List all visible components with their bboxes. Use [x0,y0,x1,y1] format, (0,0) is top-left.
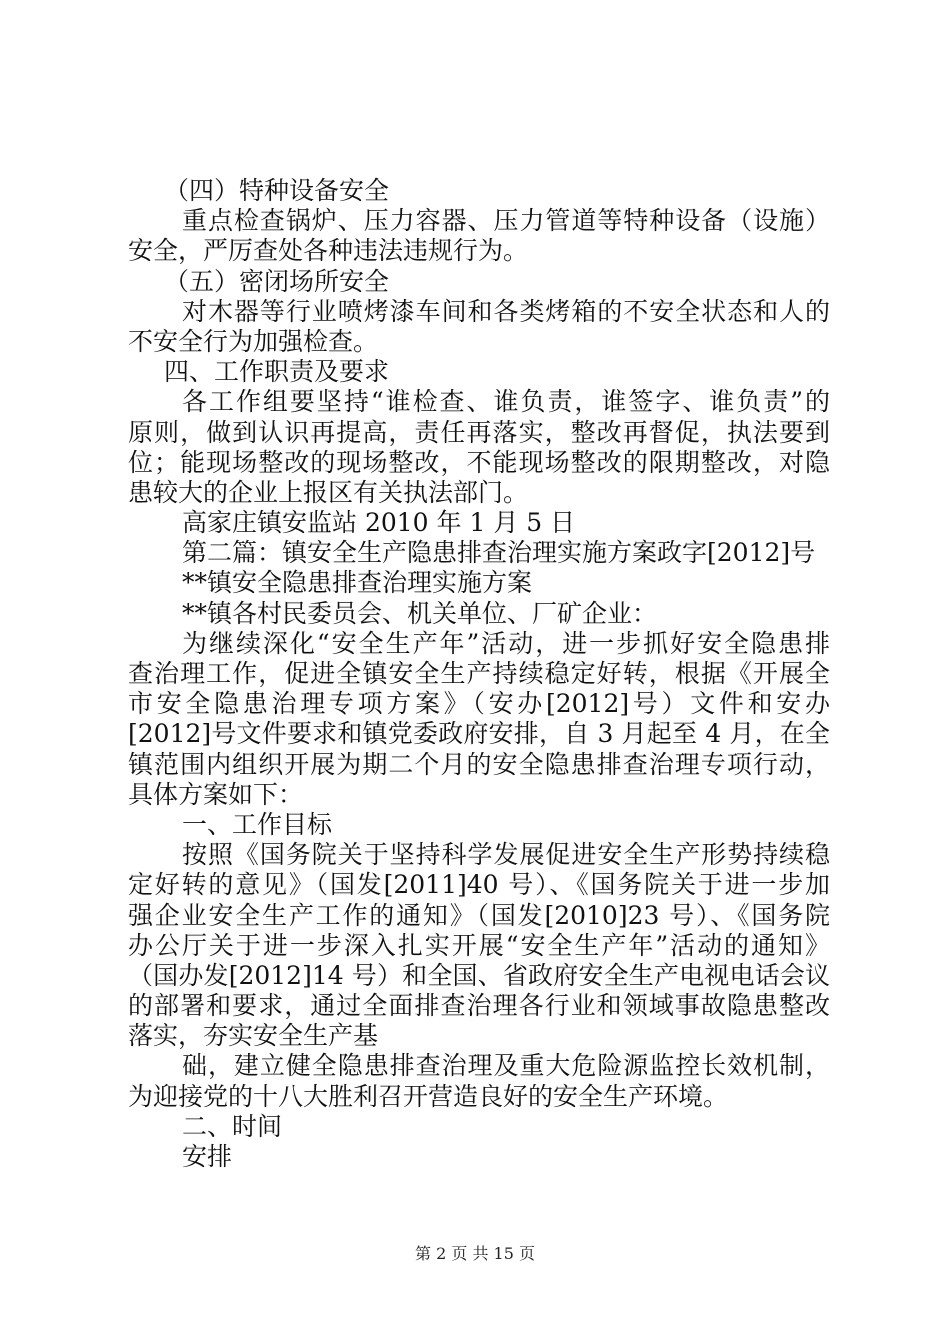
section-heading-special-equipment: （四）特种设备安全 [164,176,390,205]
paragraph-line: （国办发[2012]14 号）和全国、省政府安全生产电视电话会议 [128,960,830,990]
addressee-line: **镇各村民委员会、机关单位、厂矿企业： [182,598,658,628]
paragraph-line: 原则，做到认识再提高，责任再落实，整改再督促，执法要到 [128,417,830,447]
paragraph-line: [2012]号文件要求和镇党委政府安排，自 3 月起至 4 月，在全 [128,719,830,749]
paragraph-line: 不安全行为加强检查。 [128,326,379,356]
paragraph-line: 重点检查锅炉、压力容器、压力管道等特种设备（设施） [182,206,830,236]
paragraph-line: 为继续深化“安全生产年”活动，进一步抓好安全隐患排 [182,628,830,658]
section-heading-time: 二、时间 [182,1111,283,1141]
chapter-title: 第二篇：镇安全生产隐患排查治理实施方案政字[2012]号 [182,538,816,568]
paragraph-line: 办公厅关于进一步深入扎实开展“安全生产年”活动的通知》 [128,930,830,960]
plan-title: **镇安全隐患排查治理实施方案 [182,568,533,598]
paragraph-line: 安全，严厉查处各种违法违规行为。 [128,236,529,266]
paragraph-line: 础，建立健全隐患排查治理及重大危险源监控长效机制， [182,1051,830,1081]
paragraph-line: 具体方案如下： [128,779,304,809]
paragraph-line: 的部署和要求，通过全面排查治理各行业和领域事故隐患整改 [128,991,830,1021]
paragraph-line: 位；能现场整改的现场整改，不能现场整改的限期整改，对隐 [128,447,830,477]
paragraph-line: 市安全隐患治理专项方案》（安办[2012]号）文件和安办 [128,689,830,719]
section-heading-goals: 一、工作目标 [182,809,333,839]
section-heading-duties: 四、工作职责及要求 [164,357,390,387]
paragraph-line: 各工作组要坚持“谁检查、谁负责，谁签字、谁负责”的 [182,387,830,417]
paragraph-line: 定好转的意见》（国发[2011]40 号）、《国务院关于进一步加 [128,870,830,900]
document-body [128,176,830,1172]
paragraph-line: 患较大的企业上报区有关执法部门。 [128,477,529,507]
page-number-footer: 第 2 页 共 15 页 [415,1244,535,1263]
paragraph-line: 强企业安全生产工作的通知》（国发[2010]23 号）、《国务院 [128,900,830,930]
paragraph-line: 按照《国务院关于坚持科学发展促进安全生产形势持续稳 [182,840,830,870]
paragraph-line: 落实，夯实安全生产基 [128,1021,379,1051]
signature-date-line: 高家庄镇安监站 2010 年 1 月 5 日 [182,508,576,538]
paragraph-line: 镇范围内组织开展为期二个月的安全隐患排查治理专项行动， [128,749,830,779]
section-heading-confined-spaces: （五）密闭场所安全 [164,266,390,296]
paragraph-line: 安排 [182,1142,233,1171]
paragraph-line: 为迎接党的十八大胜利召开营造良好的安全生产环境。 [128,1081,729,1111]
paragraph-line: 查治理工作，促进全镇安全生产持续稳定好转，根据《开展全 [128,659,830,688]
paragraph-line: 对木器等行业喷烤漆车间和各类烤箱的不安全状态和人的 [182,296,830,326]
